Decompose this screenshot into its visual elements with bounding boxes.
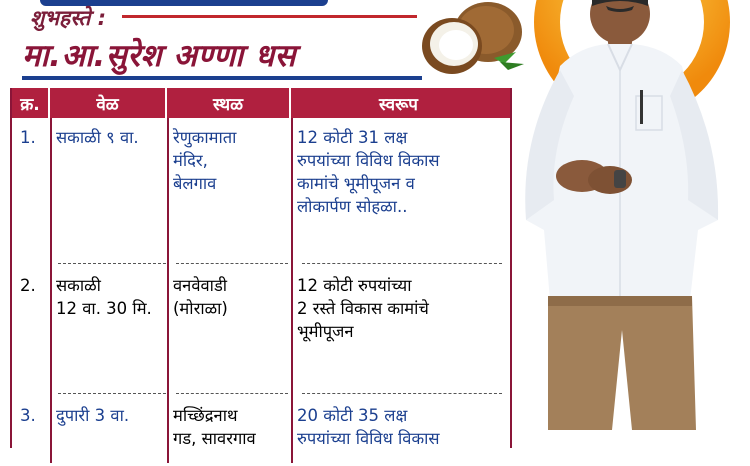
row-separator — [58, 393, 166, 394]
place-line: मंदिर, — [173, 151, 208, 170]
row-separator — [302, 393, 502, 394]
column-header-description: स्वरूप — [379, 94, 418, 115]
place-line: बेलगाव — [173, 174, 217, 193]
row-separator — [58, 263, 166, 264]
description-line: रुपयांच्या विविध विकास — [297, 151, 440, 170]
place-line: मच्छिंद्रनाथ — [173, 406, 238, 425]
table-row — [12, 266, 510, 396]
row-time — [50, 396, 167, 466]
row-number: 1. — [20, 128, 36, 147]
title-underline — [22, 76, 422, 80]
row-separator — [302, 263, 502, 264]
row-number: 2. — [20, 276, 36, 295]
row-place — [167, 396, 291, 466]
row-description — [291, 396, 506, 466]
column-header-place: स्थळ — [167, 88, 291, 118]
description-line: 2 रस्ते विकास कामांचे — [297, 299, 429, 318]
schedule-table — [10, 88, 512, 448]
description-line: कामांचे भूमीपूजन व — [297, 174, 415, 193]
table-row — [12, 396, 510, 466]
coconut-icon — [416, 0, 526, 82]
description-line: 12 कोटी 31 लक्ष — [297, 128, 408, 147]
column-header-serial: क्र. — [12, 88, 50, 118]
table-row — [12, 118, 510, 266]
table-header — [12, 88, 510, 118]
description-line: 20 कोटी 35 लक्ष — [297, 406, 408, 425]
time-line: दुपारी 3 वा. — [56, 406, 130, 425]
time-line: सकाळी ९ वा. — [56, 128, 139, 147]
guest-name-title: मा.आ.सुरेश अण्णा धस — [22, 38, 296, 74]
row-time — [50, 266, 167, 396]
intro-label: शुभहस्ते : — [30, 6, 107, 30]
place-line: वनवेवाडी — [173, 276, 228, 295]
row-separator — [176, 263, 288, 264]
time-line: सकाळी — [56, 276, 101, 295]
row-description — [291, 266, 506, 396]
row-separator — [176, 393, 288, 394]
description-line: रुपयांच्या विविध विकास — [297, 429, 440, 448]
place-line: रेणुकामाता — [173, 128, 237, 147]
row-number: 3. — [20, 406, 36, 425]
place-line: (मोराळा) — [173, 299, 228, 318]
description-line: भूमीपूजन — [297, 322, 354, 341]
description-line: लोकार्पण सोहळा.. — [297, 197, 408, 216]
leader-photo — [520, 0, 750, 430]
intro-underline — [122, 15, 417, 18]
column-header-time: वेळ — [50, 88, 167, 118]
table-body — [12, 118, 510, 466]
row-place — [167, 118, 291, 266]
row-time — [50, 118, 167, 266]
row-place — [167, 266, 291, 396]
description-line: 12 कोटी रुपयांच्या — [297, 276, 412, 295]
row-description — [291, 118, 506, 266]
time-line: 12 वा. 30 मि. — [56, 299, 152, 318]
place-line: गड, सावरगाव — [173, 429, 256, 448]
